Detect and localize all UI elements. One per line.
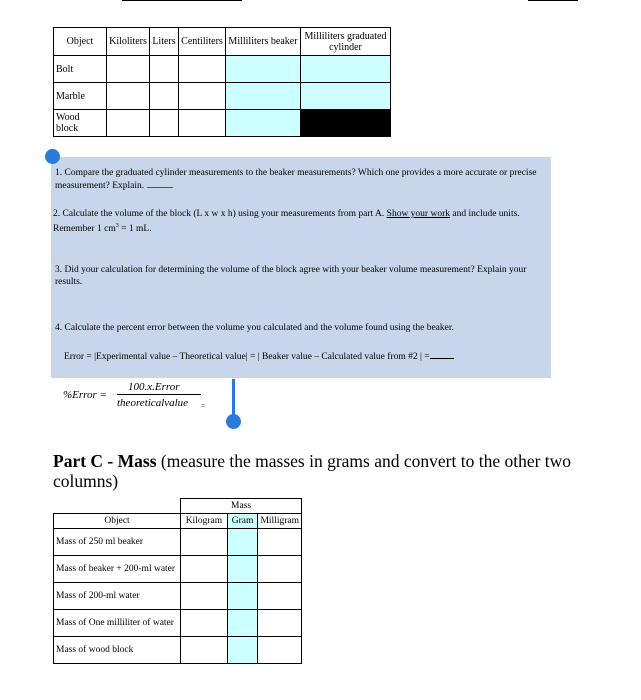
table-row [54,583,302,610]
cell[interactable] [227,583,258,610]
cell[interactable] [301,56,391,83]
cell[interactable] [258,529,302,556]
header-centiliters: Centiliters [179,28,226,56]
cell[interactable] [179,110,226,137]
cell[interactable] [227,610,258,637]
cell[interactable] [181,583,228,610]
header-mass: Mass [181,499,302,514]
empty-header [54,499,181,514]
fraction-bar [117,394,201,395]
row-label: Mass of One milliliter of water [54,610,181,637]
table-row [54,637,302,664]
cell[interactable] [226,110,301,137]
cell[interactable] [258,637,302,664]
selection-end-handle[interactable] [226,414,241,429]
question-1: 1. Compare the graduated cylinder measurements to the beaker measurements? Which one provides a more accurate or precise measurement? Explain. [55,168,537,191]
table-row [54,83,391,110]
row-label-marble: Marble [54,83,107,110]
cell[interactable] [179,83,226,110]
percent-error-denominator: theoreticalvalue [117,397,189,409]
error-formula: Error = |Experimental value – Theoretical value| = | Beaker value – Calculated value from #2 | = [64,350,548,363]
cell[interactable] [181,529,228,556]
header-object: Object [54,28,107,56]
row-label: Mass of 250 ml beaker [54,529,181,556]
answer-blank[interactable] [147,179,173,188]
mass-table [53,498,302,664]
header-kiloliters: Kiloliters [107,28,150,56]
selection-end-caret [232,379,235,419]
cell[interactable] [150,83,179,110]
answer-blank[interactable] [430,350,454,359]
row-label: Mass of 200-ml water [54,583,181,610]
cell[interactable] [179,56,226,83]
table-row [54,56,391,83]
header-milligram: Milligram [258,514,302,529]
cell[interactable] [227,556,258,583]
percent-error-numerator: 100.x.Error [128,381,180,393]
cell[interactable] [107,83,150,110]
cell[interactable] [181,637,228,664]
mass-table-header-row [54,514,302,529]
header-object: Object [54,514,181,529]
cell[interactable] [227,529,258,556]
question-3: 3. Did your calculation for determining the volume of the block agree with your beaker volume measurement? Explain your results. [55,265,527,287]
row-label: Mass of wood block [54,637,181,664]
table-row [54,610,302,637]
top-rule-left [122,0,242,1]
header-liters: Liters [150,28,179,56]
cell[interactable] [258,556,302,583]
cell[interactable] [181,556,228,583]
top-rule-right [528,0,578,1]
row-label-bolt: Bolt [54,56,107,83]
cell[interactable] [301,83,391,110]
header-kilogram: Kilogram [181,514,228,529]
cell[interactable] [226,56,301,83]
cell[interactable] [107,56,150,83]
cell[interactable] [258,583,302,610]
percent-error-lhs: %Error = [63,389,107,401]
percent-error-tail: = [200,401,207,411]
cell[interactable] [181,610,228,637]
table-row [54,556,302,583]
cell[interactable] [258,610,302,637]
row-label: Mass of beaker + 200-ml water [54,556,181,583]
volume-table [53,27,391,137]
table-row [54,529,302,556]
header-ml-beaker: Milliliters beaker [226,28,301,56]
cell[interactable] [226,83,301,110]
row-label-wood-block: Wood block [54,110,107,137]
header-ml-cylinder: Milliliters graduated cylinder [301,28,391,56]
selection-start-handle[interactable] [45,149,60,164]
table-row [54,110,391,137]
cell[interactable] [107,110,150,137]
mass-table-group-row [54,499,302,514]
header-gram: Gram [227,514,258,529]
cell[interactable] [150,56,179,83]
cell [301,110,391,137]
question-2: 2. Calculate the volume of the block (L x w x h) using your measurements from part A. Show your work and include units. Remember 1 $cm^3 = 1$ mL. [53,209,520,235]
volume-table-header-row [54,28,391,56]
part-c-heading: Part C - Mass (measure the masses in grams and convert to the other two columns) [53,451,572,491]
question-4: 4. Calculate the percent error between the volume you calculated and the volume found using the beaker. [55,323,454,333]
cell[interactable] [150,110,179,137]
cell[interactable] [227,637,258,664]
